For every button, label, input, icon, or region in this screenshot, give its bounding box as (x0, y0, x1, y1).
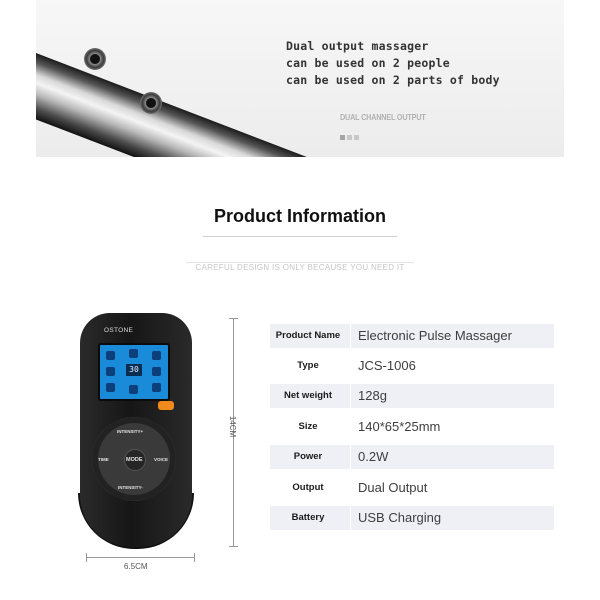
time-label: TIME (98, 457, 109, 462)
spec-value: Dual Output (358, 480, 428, 495)
spec-key: Battery (291, 512, 325, 523)
output-jack-2-icon (140, 92, 162, 114)
device-brand: OSTONE (104, 327, 134, 334)
width-dimension-cap (194, 553, 195, 562)
intensity-up-label: INTENSITY+ (117, 429, 144, 434)
spec-row-size (270, 415, 554, 439)
spec-row-output (270, 476, 554, 500)
spec-value: 128g (358, 388, 387, 403)
spec-separator (350, 324, 351, 348)
spec-separator (350, 506, 351, 530)
lcd-mode-icon (106, 351, 115, 360)
device-lcd-screen (98, 343, 170, 401)
spec-key: Output (292, 482, 324, 493)
top-banner (36, 0, 564, 157)
section-title: Product Information (214, 206, 386, 226)
height-dimension-label: 14CM (228, 415, 238, 438)
intensity-down-label: INTENSITY- (118, 485, 143, 490)
spec-value: Electronic Pulse Massager (358, 328, 512, 343)
spec-value: JCS-1006 (358, 358, 416, 373)
lcd-mode-icon (152, 383, 161, 392)
lcd-display-value: 30 (126, 364, 142, 376)
voice-label: VOICE (154, 457, 169, 462)
width-dimension-label: 6.5CM (124, 562, 148, 571)
spec-row-net-weight (270, 384, 554, 408)
width-dimension-line (86, 557, 194, 558)
lcd-mode-icon (152, 351, 161, 360)
section-tagline: CAREFUL DESIGN IS ONLY BECAUSE YOU NEED IT (195, 263, 405, 272)
lcd-mode-icon (106, 367, 115, 376)
spec-row-power (270, 445, 554, 469)
spec-value: 140*65*25mm (358, 419, 441, 434)
lcd-mode-icon (106, 383, 115, 392)
spec-separator (350, 445, 351, 469)
spec-value: USB Charging (358, 510, 442, 525)
height-dimension-cap (229, 546, 238, 547)
spec-value: 0.2W (358, 449, 389, 464)
on-off-button (158, 401, 174, 410)
title-divider (203, 236, 397, 237)
output-jack-1-icon (84, 48, 106, 70)
spec-key: Net weight (283, 390, 333, 401)
control-dial (92, 417, 176, 501)
dual-channel-badge: DUAL CHANNEL OUTPUT (340, 112, 426, 122)
spec-row-product-name (270, 324, 554, 348)
banner-line-3: can be used on 2 parts of body (286, 73, 500, 87)
badge-dots-icon (340, 125, 361, 144)
banner-line-1: Dual output massager (286, 39, 429, 53)
spec-row-type (270, 354, 554, 378)
mode-button (124, 449, 146, 471)
spec-row-battery (270, 506, 554, 530)
device-image (80, 313, 192, 547)
lcd-mode-icon (129, 349, 138, 358)
spec-key: Size (298, 421, 318, 432)
lcd-mode-icon (152, 367, 161, 376)
mode-label: MODE (126, 457, 143, 463)
banner-description (286, 38, 500, 89)
spec-key: Type (297, 360, 319, 371)
lcd-mode-icon (129, 385, 138, 394)
spec-key: Power (293, 451, 323, 462)
banner-line-2: can be used on 2 people (286, 56, 450, 70)
spec-key: Product Name (275, 330, 341, 341)
spec-separator (350, 384, 351, 408)
